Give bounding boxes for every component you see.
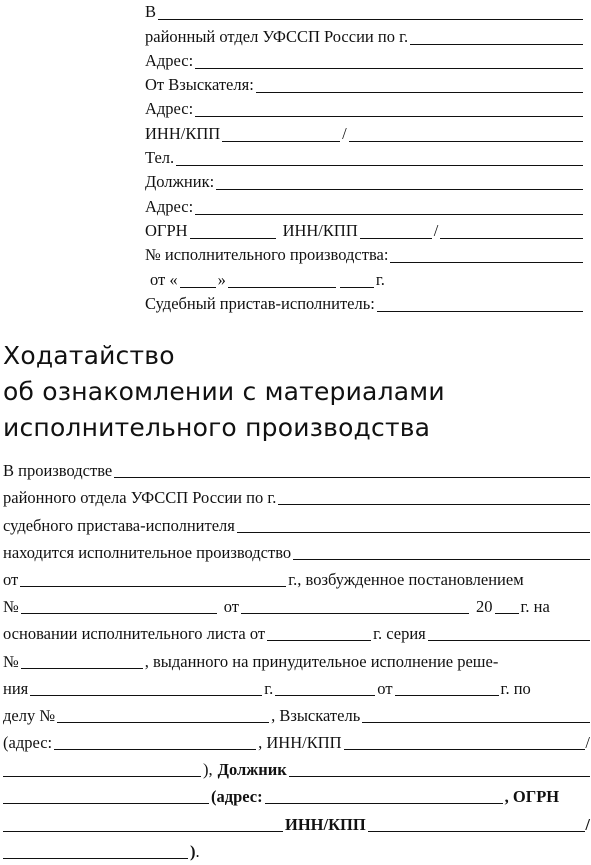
body-line bbox=[3, 783, 590, 810]
body-line bbox=[3, 647, 590, 674]
body-line bbox=[3, 810, 590, 837]
body-text: г. на bbox=[520, 597, 550, 617]
claimant-label: От Взыскателя: bbox=[145, 75, 254, 95]
header-line-debtor bbox=[145, 170, 583, 194]
period: . bbox=[195, 841, 200, 861]
to-blank bbox=[158, 6, 583, 20]
blank-field bbox=[21, 655, 143, 669]
slash: / bbox=[342, 123, 347, 143]
blank-field bbox=[344, 736, 586, 750]
blank-field bbox=[428, 627, 590, 641]
body-text: г. серия bbox=[373, 624, 426, 644]
blank-field bbox=[3, 845, 188, 859]
address-blank bbox=[195, 201, 583, 215]
body-text: ния bbox=[3, 678, 29, 698]
address-blank bbox=[195, 103, 583, 117]
to-label: В bbox=[145, 2, 157, 22]
blank-field bbox=[265, 790, 503, 804]
body-text: г. bbox=[264, 678, 274, 698]
blank-field bbox=[20, 573, 286, 587]
body-text: от bbox=[377, 678, 393, 698]
body-line bbox=[3, 675, 590, 702]
address-blank bbox=[195, 55, 583, 69]
body-text: г. по bbox=[500, 678, 531, 698]
bold-address-label: (адрес: bbox=[211, 787, 263, 807]
header-line-phone bbox=[145, 146, 583, 170]
addressee-block bbox=[145, 0, 583, 316]
department-label: районный отдел УФССП России по г. bbox=[145, 26, 409, 46]
kpp-blank bbox=[349, 128, 583, 142]
header-line-bailiff bbox=[145, 292, 583, 316]
inn-kpp-label: ИНН/КПП bbox=[145, 123, 221, 143]
header-line-claimant bbox=[145, 73, 583, 97]
blank-field bbox=[54, 736, 256, 750]
year-blank bbox=[340, 274, 374, 288]
address-label: Адрес: bbox=[145, 50, 194, 70]
debtor-bold-label: Должник bbox=[217, 760, 287, 780]
date-quote-close: » bbox=[217, 269, 226, 289]
blank-field bbox=[21, 600, 217, 614]
blank-field bbox=[241, 600, 469, 614]
header-line-address1 bbox=[145, 49, 583, 73]
body-text: 20 bbox=[476, 597, 493, 617]
body-text: , ИНН/КПП bbox=[258, 733, 342, 753]
phone-blank bbox=[176, 152, 583, 166]
blank-field bbox=[362, 709, 590, 723]
title-line-3: исполнительного производства bbox=[3, 413, 431, 442]
year-suffix: г. bbox=[375, 269, 385, 289]
header-line-inn bbox=[145, 121, 583, 145]
title-line-1: Ходатайство bbox=[3, 341, 175, 370]
body-line bbox=[3, 457, 590, 484]
blank-field bbox=[289, 763, 590, 777]
body-text: № bbox=[3, 597, 19, 617]
month-blank bbox=[228, 274, 336, 288]
header-line-case-no bbox=[145, 243, 583, 267]
header-line-to bbox=[145, 0, 583, 24]
blank-field bbox=[267, 627, 371, 641]
slash: / bbox=[585, 814, 590, 834]
address-label: Адрес: bbox=[145, 196, 194, 216]
bailiff-blank bbox=[377, 298, 583, 312]
blank-field bbox=[293, 546, 590, 560]
case-no-blank bbox=[390, 249, 583, 263]
ogrn-label: ОГРН bbox=[145, 220, 188, 240]
body-line bbox=[3, 511, 590, 538]
debtor-label: Должник: bbox=[145, 172, 215, 192]
body-text: В производстве bbox=[3, 461, 113, 481]
blank-field bbox=[275, 682, 375, 696]
blank-field bbox=[114, 464, 590, 478]
slash: / bbox=[433, 220, 439, 240]
body-line bbox=[3, 484, 590, 511]
body-text: находится исполнительное производство bbox=[3, 542, 292, 562]
body-text: от bbox=[3, 569, 19, 589]
blank-field bbox=[237, 519, 590, 533]
blank-field bbox=[395, 682, 499, 696]
title-line-2: об ознакомлении с материалами bbox=[3, 377, 445, 406]
body-text: судебного пристава-исполнителя bbox=[3, 515, 235, 535]
closing-paren: ) bbox=[190, 841, 196, 861]
body-text: ), bbox=[203, 760, 213, 780]
header-line-address3 bbox=[145, 194, 583, 218]
body-text: основании исполнительного листа от bbox=[3, 624, 266, 644]
header-line-department bbox=[145, 24, 583, 48]
body-line bbox=[3, 566, 590, 593]
body-text: / bbox=[585, 733, 590, 753]
body-line bbox=[3, 620, 590, 647]
body-line bbox=[3, 729, 590, 756]
body-line bbox=[3, 702, 590, 729]
header-line-ogrn bbox=[145, 219, 583, 243]
inn-blank bbox=[360, 225, 432, 239]
document-title bbox=[3, 338, 588, 446]
blank-field bbox=[3, 790, 209, 804]
blank-field bbox=[57, 709, 269, 723]
body-text: от bbox=[223, 597, 239, 617]
city-blank bbox=[410, 31, 583, 45]
ogrn-blank bbox=[190, 225, 276, 239]
body-text: делу № bbox=[3, 705, 56, 725]
debtor-blank bbox=[216, 176, 583, 190]
inn-blank bbox=[222, 128, 340, 142]
blank-field bbox=[30, 682, 262, 696]
body-line bbox=[3, 539, 590, 566]
body-text: г., возбужденное постановлением bbox=[288, 569, 524, 589]
address-label: Адрес: bbox=[145, 99, 194, 119]
bold-ogrn-label: , ОГРН bbox=[504, 787, 560, 807]
phone-label: Тел. bbox=[145, 148, 175, 168]
body-line bbox=[3, 756, 590, 783]
body-text: № bbox=[3, 651, 19, 671]
header-line-address2 bbox=[145, 97, 583, 121]
blank-field bbox=[278, 491, 590, 505]
bailiff-label: Судебный пристав-исполнитель: bbox=[145, 293, 375, 313]
blank-field bbox=[3, 818, 283, 832]
petition-body bbox=[3, 457, 590, 865]
body-text: районного отдела УФССП России по г. bbox=[3, 488, 277, 508]
header-line-date bbox=[145, 267, 583, 291]
bold-inn-kpp-label: ИНН/КПП bbox=[285, 814, 366, 834]
date-from-label: от « bbox=[150, 269, 178, 289]
blank-field bbox=[3, 763, 201, 777]
body-text: (адрес: bbox=[3, 733, 53, 753]
day-blank bbox=[180, 274, 216, 288]
claimant-blank bbox=[256, 79, 583, 93]
inn-kpp-label: ИНН/КПП bbox=[282, 220, 358, 240]
blank-field bbox=[495, 600, 519, 614]
body-text: , Взыскатель bbox=[271, 705, 361, 725]
body-line bbox=[3, 838, 590, 865]
blank-field bbox=[368, 818, 586, 832]
body-text: , выданного на принудительное исполнение реше- bbox=[144, 651, 499, 671]
body-line bbox=[3, 593, 590, 620]
kpp-blank bbox=[440, 225, 583, 239]
case-no-label: № исполнительного производства: bbox=[145, 245, 389, 265]
